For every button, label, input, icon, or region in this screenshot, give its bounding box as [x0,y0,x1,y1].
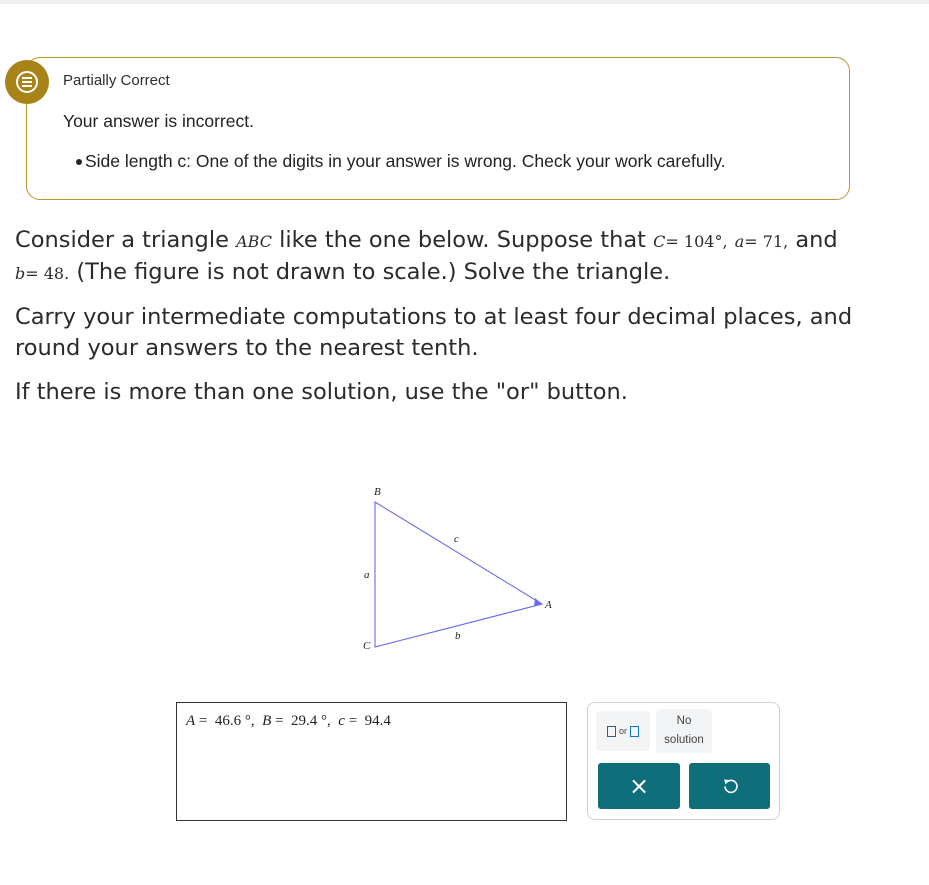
feedback-bullet: Side length c: One of the digits in your answer is wrong. Check your work carefully. [85,151,726,171]
no-solution-button[interactable]: No solution [656,709,712,753]
triangle-figure [340,470,580,660]
problem-paragraph-1: Consider a triangle ABC like the one below. Suppose that C= 104°, a= 71, and b= 48. (The figure is not drawn to scale.) Solve the triangle. [15,227,838,285]
problem-paragraph-3: If there is more than one solution, use the "or" button. [15,379,628,405]
label-B: B [374,486,381,498]
label-b: b [455,630,461,642]
clear-button[interactable] [598,763,680,809]
triangle-name: ABC [236,232,272,251]
triangle-shape [375,502,542,647]
undo-button[interactable] [689,763,770,809]
or-button[interactable]: or [596,711,650,751]
top-bar [0,0,929,4]
undo-icon [721,777,739,795]
answer-expression[interactable]: A = 46.6 °, B = 29.4 °, c = 94.4 [186,713,391,729]
feedback-message: Your answer is incorrect. [63,111,254,131]
close-icon: × [628,772,650,800]
label-a: a [364,569,370,581]
box-icon [630,726,639,737]
label-c: c [454,533,459,545]
label-C: C [363,640,371,652]
feedback-title: Partially Correct [63,72,170,89]
label-A: A [545,599,552,611]
problem-paragraph-2: Carry your intermediate computations to at least four decimal places, and round your answers to the nearest tenth. [15,304,853,361]
box-icon [607,726,616,737]
feedback-chat-icon [5,60,49,104]
